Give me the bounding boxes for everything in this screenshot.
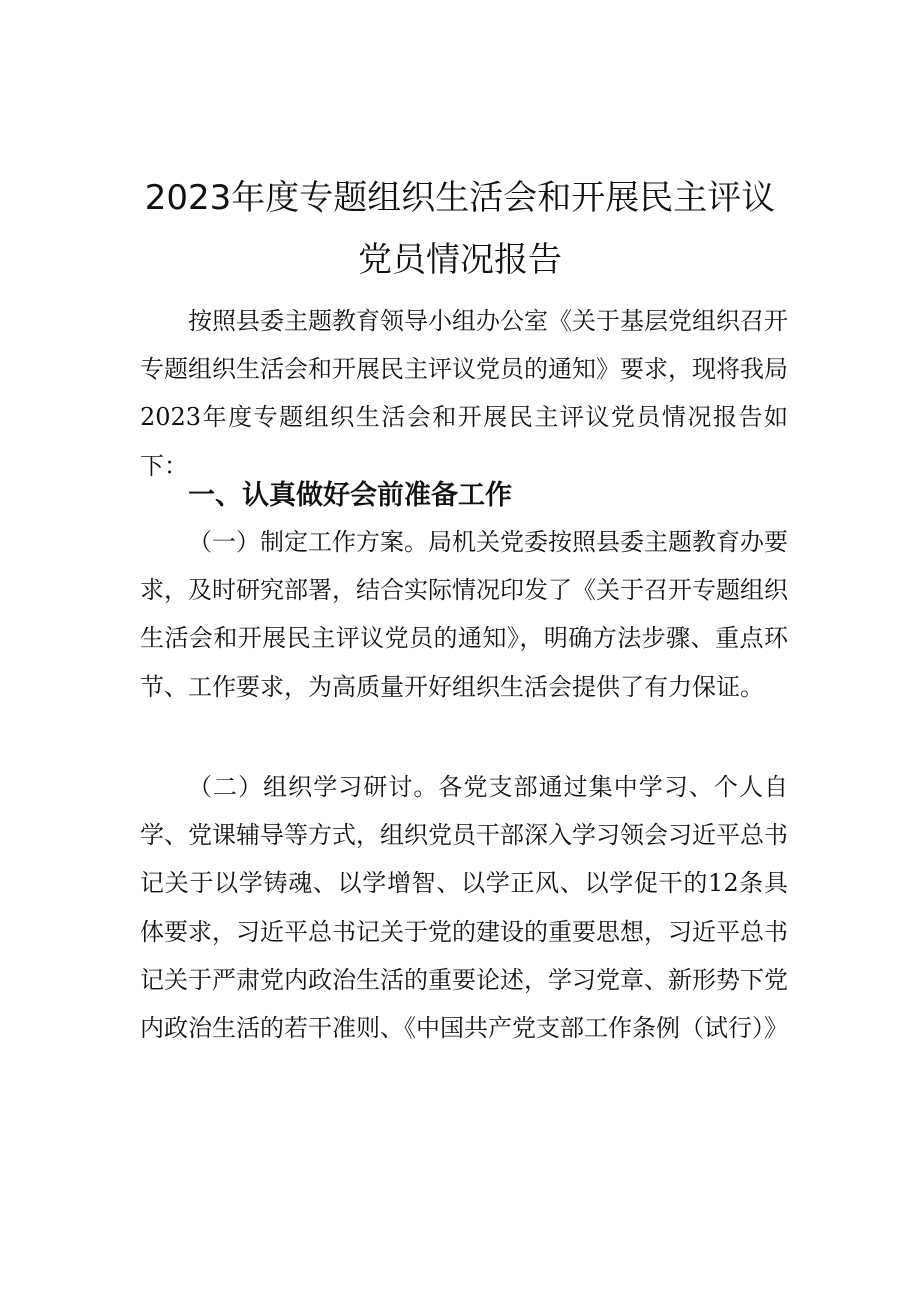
paragraph-item-2: （二）组织学习研讨。各党支部通过集中学习、个人自学、党课辅导等方式，组织党员干部深入学习领会习近平总书记关于以学铸魂、以学增智、以学正风、以学促干的12条具体要求，习近平总书记关于党的建设的重要思想，习近平总书记关于严肃党内政治生活的重要论述，学习党章、新形势下党内政治生活的若干准则、《中国共产党支部工作条例（试行）》 <box>140 773 788 1043</box>
paragraph-item-1: （一）制定工作方案。局机关党委按照县委主题教育办要求，及时研究部署，结合实际情况印发了《关于召开专题组织生活会和开展民主评议党员的通知》，明确方法步骤、重点环节、工作要求，为高质量开好组织生活会提供了有力保证。 <box>140 528 788 701</box>
intro-paragraph: 按照县委主题教育领导小组办公室《关于基层党组织召开专题组织生活会和开展民主评议党员的通知》要求，现将我局2023年度专题组织生活会和开展民主评议党员情况报告如下： <box>140 307 788 480</box>
section-heading-1: 一、认真做好会前准备工作 <box>188 480 512 511</box>
document-title-line-1: 2023年度专题组织生活会和开展民主评议 <box>144 178 776 218</box>
document-title-line-2: 党员情况报告 <box>358 240 562 280</box>
